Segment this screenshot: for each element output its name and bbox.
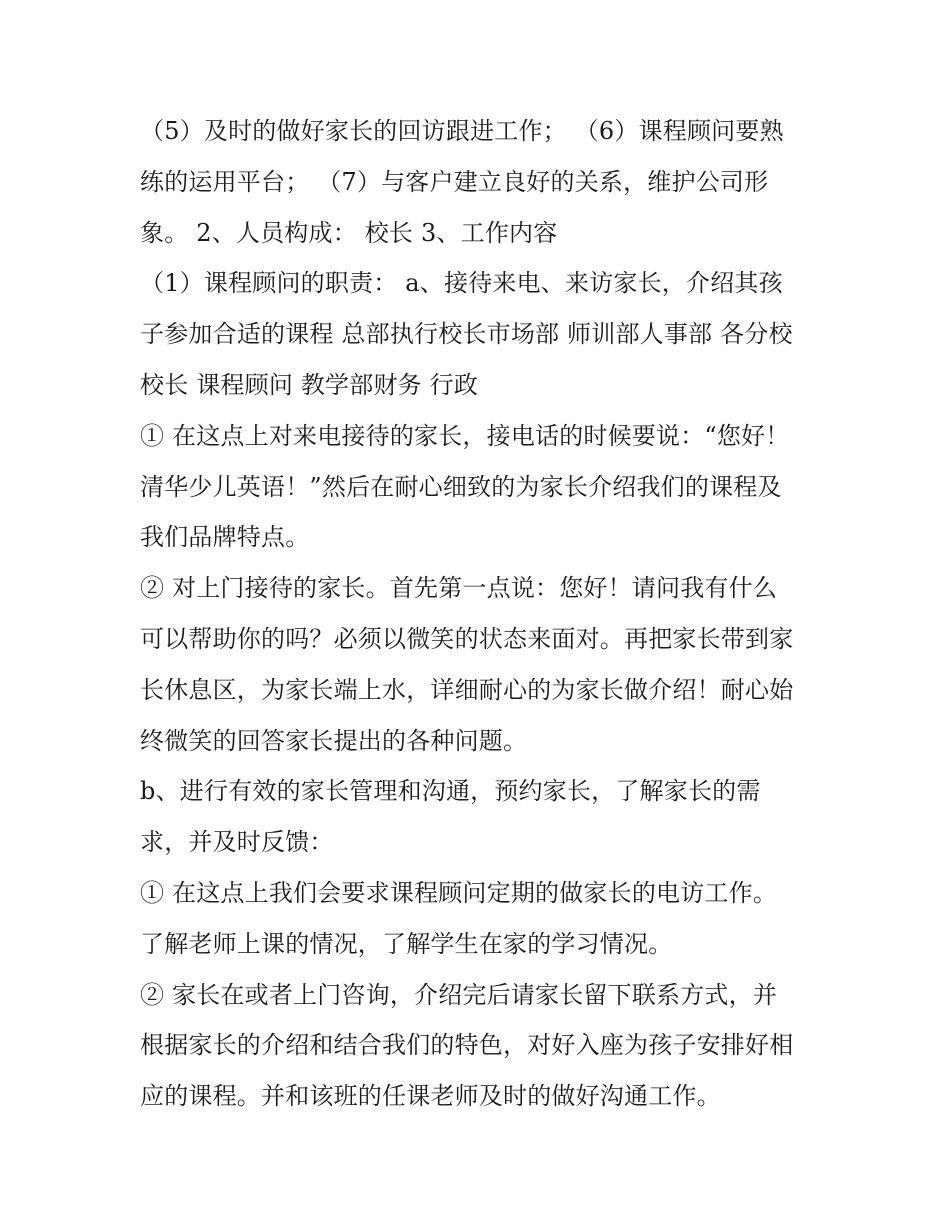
text-line: 清华少儿英语！”然后在耐心细致的为家长介绍我们的课程及 xyxy=(140,472,782,501)
text-line: （5）及时的做好家长的回访跟进工作； （6）课程顾问要熟 xyxy=(140,117,784,145)
text-line: 可以帮助你的吗？必须以微笑的状态来面对。再把家长带到家 xyxy=(140,624,794,653)
text-line: ② 家长在或者上门咨询，介绍完后请家长留下联系方式，并 xyxy=(140,980,778,1009)
text-line: （1）课程顾问的职责： a、接待来电、来访家长，介绍其孩 xyxy=(140,269,783,298)
text-line: b、进行有效的家长管理和沟通，预约家长，了解家长的需 xyxy=(140,777,761,806)
text-line: ② 对上门接待的家长。首先第一点说：您好！请问我有什么 xyxy=(140,574,778,603)
text-line: 校长 课程顾问 教学部财务 行政 xyxy=(140,370,479,399)
text-line: ① 在这点上我们会要求课程顾问定期的做家长的电访工作。 xyxy=(140,878,778,907)
text-line: 子参加合适的课程 总部执行校长市场部 师训部人事部 各分校 xyxy=(140,320,793,349)
text-line: 象。 2、人员构成： 校长 3、工作内容 xyxy=(140,218,558,247)
text-line: 根据家长的介绍和结合我们的特色，对好入座为孩子安排好相 xyxy=(140,1031,794,1060)
text-line: 终微笑的回答家长提出的各种问题。 xyxy=(140,726,528,755)
text-line: 长休息区，为家长端上水，详细耐心的为家长做介绍！耐心始 xyxy=(140,675,794,704)
text-line: ① 在这点上对来电接待的家长，接电话的时候要说：“您好！ xyxy=(140,421,790,450)
text-line: 求，并及时反馈： xyxy=(140,828,334,857)
text-line: 我们品牌特点。 xyxy=(140,523,310,552)
text-line: 应的课程。并和该班的任课老师及时的做好沟通工作。 xyxy=(140,1082,721,1111)
text-line: 练的运用平台； （7）与客户建立良好的关系，维护公司形 xyxy=(140,167,769,196)
document-body xyxy=(140,106,820,1122)
text-line: 了解老师上课的情况，了解学生在家的学习情况。 xyxy=(140,929,673,958)
